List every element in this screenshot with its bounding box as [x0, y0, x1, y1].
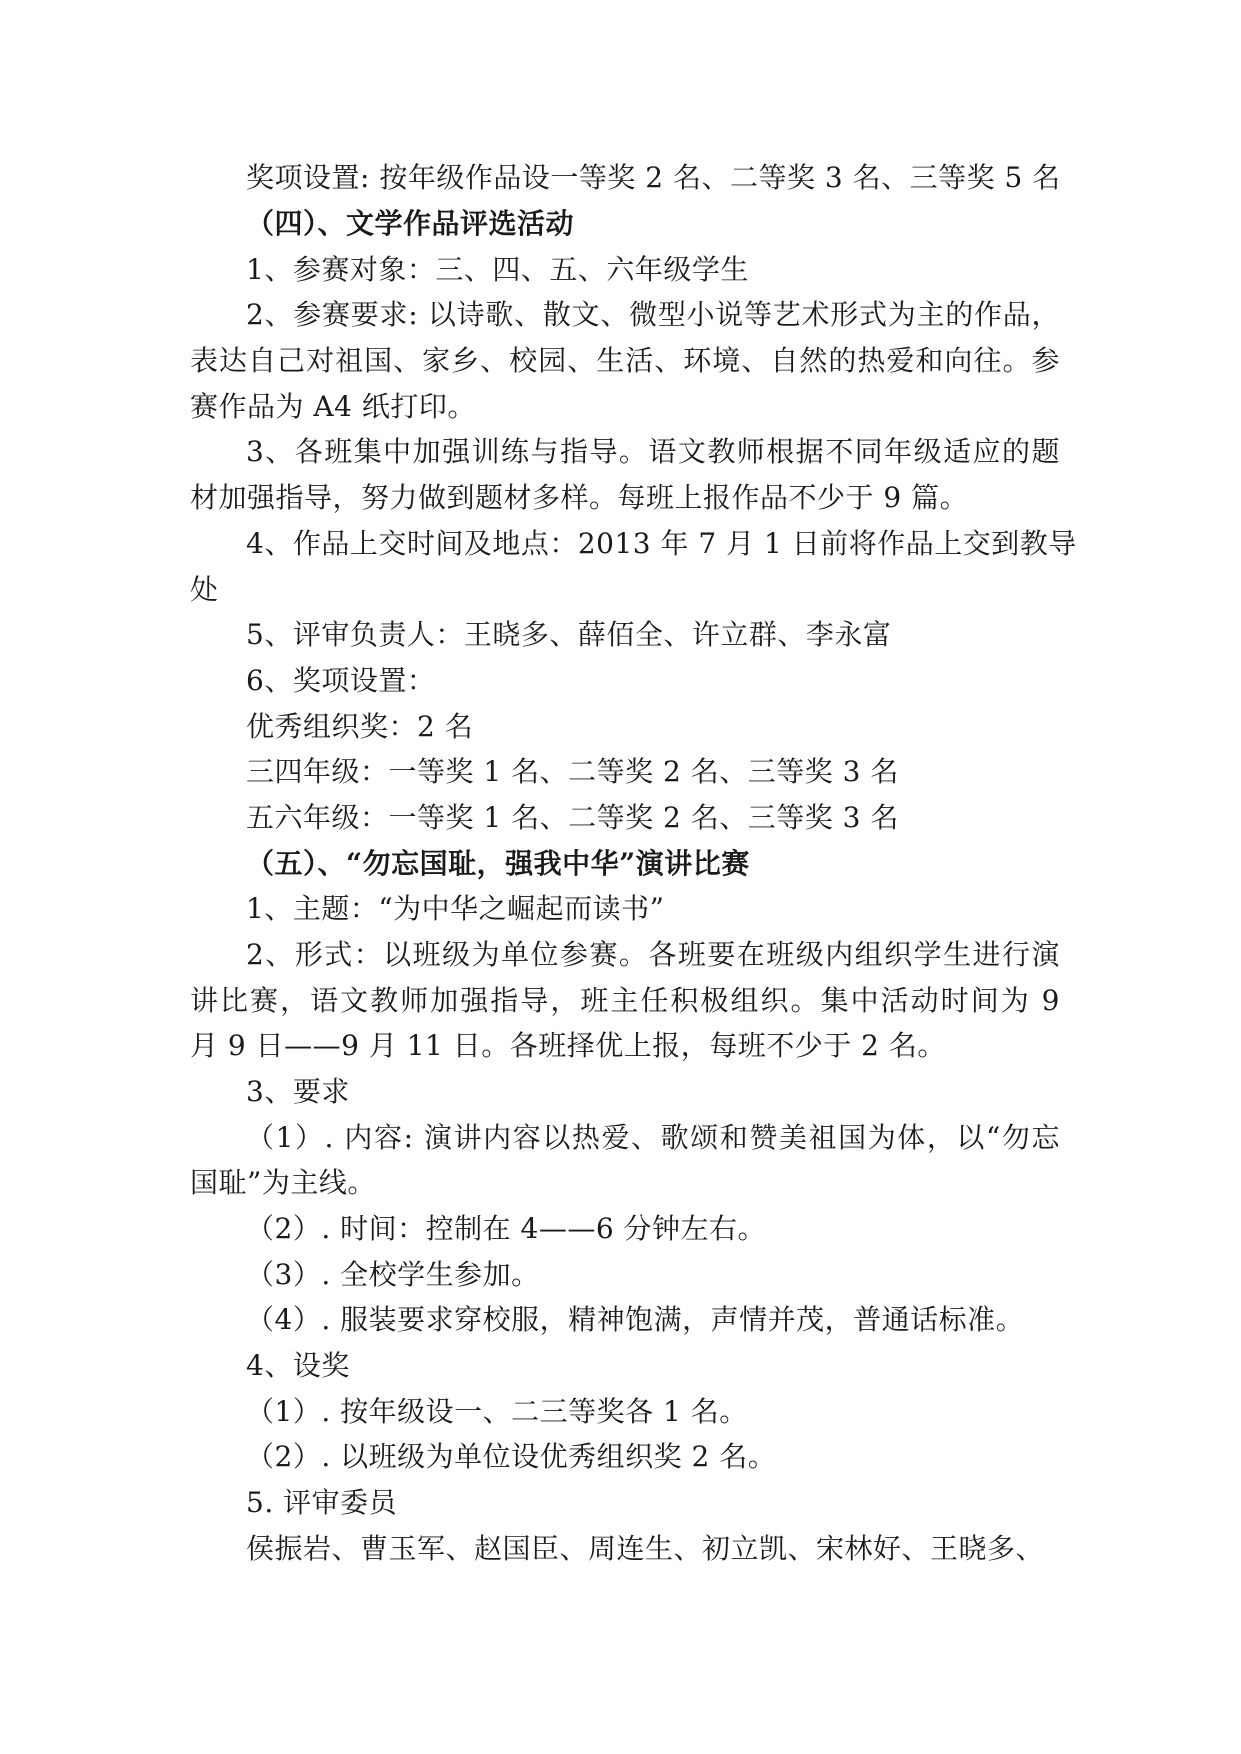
- paragraph-line: （3）. 全校学生参加。: [246, 1258, 540, 1291]
- paragraph-line: 1、主题：“为中华之崛起而读书”: [246, 892, 665, 925]
- paragraph-line: 表达自己对祖国、家乡、校园、生活、环境、自然的热爱和向往。参: [190, 344, 1060, 377]
- section-heading-speech: （五）、“勿忘国耻，强我中华”演讲比赛: [246, 847, 750, 880]
- paragraph-line: （2）. 以班级为单位设优秀组织奖 2 名。: [246, 1440, 777, 1473]
- paragraph-line: 讲比赛，语文教师加强指导，班主任积极组织。集中活动时间为 9: [190, 984, 1060, 1017]
- award-setting-line: 奖项设置: 按年级作品设一等奖 2 名、二等奖 3 名、三等奖 5 名: [246, 161, 1061, 194]
- section-heading-literature: （四）、文学作品评选活动: [246, 207, 575, 240]
- paragraph-line: （1）. 按年级设一、二三等奖各 1 名。: [246, 1395, 748, 1428]
- paragraph-line: 三四年级：一等奖 1 名、二等奖 2 名、三等奖 3 名: [246, 755, 899, 788]
- paragraph-line: （2）. 时间：控制在 4——6 分钟左右。: [246, 1212, 767, 1245]
- paragraph-line: 月 9 日——9 月 11 日。各班择优上报，每班不少于 2 名。: [190, 1029, 946, 1062]
- paragraph-line: 2、参赛要求: 以诗歌、散文、微型小说等艺术形式为主的作品，: [246, 298, 1060, 331]
- paragraph-line: 材加强指导，努力做到题材多样。每班上报作品不少于 9 篇。: [190, 481, 969, 514]
- paragraph-line: 国耻”为主线。: [190, 1166, 376, 1199]
- paragraph-line: 4、作品上交时间及地点：2013 年 7 月 1 日前将作品上交到教导: [246, 527, 1077, 560]
- paragraph-line: 4、设奖: [246, 1349, 350, 1382]
- paragraph-line: （4）. 服装要求穿校服，精神饱满，声情并茂，普通话标准。: [246, 1303, 1025, 1336]
- paragraph-line: 处: [190, 573, 219, 606]
- paragraph-line: 3、各班集中加强训练与指导。语文教师根据不同年级适应的题: [246, 435, 1060, 468]
- paragraph-line: 1、参赛对象：三、四、五、六年级学生: [246, 253, 749, 286]
- paragraph-line: 6、奖项设置：: [246, 664, 436, 697]
- paragraph-line: （1）. 内容: 演讲内容以热爱、歌颂和赞美祖国为体，以“勿忘: [246, 1121, 1060, 1154]
- paragraph-line: 5. 评审委员: [246, 1486, 398, 1519]
- paragraph-line: 2、形式：以班级为单位参赛。各班要在班级内组织学生进行演: [246, 938, 1060, 971]
- paragraph-line: 优秀组织奖：2 名: [246, 710, 474, 743]
- paragraph-line: 3、要求: [246, 1075, 350, 1108]
- paragraph-line: 侯振岩、曹玉军、赵国臣、周连生、初立凯、宋林好、王晓多、: [246, 1532, 1045, 1565]
- paragraph-line: 五六年级：一等奖 1 名、二等奖 2 名、三等奖 3 名: [246, 801, 899, 834]
- paragraph-line: 赛作品为 A4 纸打印。: [190, 390, 476, 423]
- paragraph-line: 5、评审负责人：王晓多、薛佰全、许立群、李永富: [246, 618, 892, 651]
